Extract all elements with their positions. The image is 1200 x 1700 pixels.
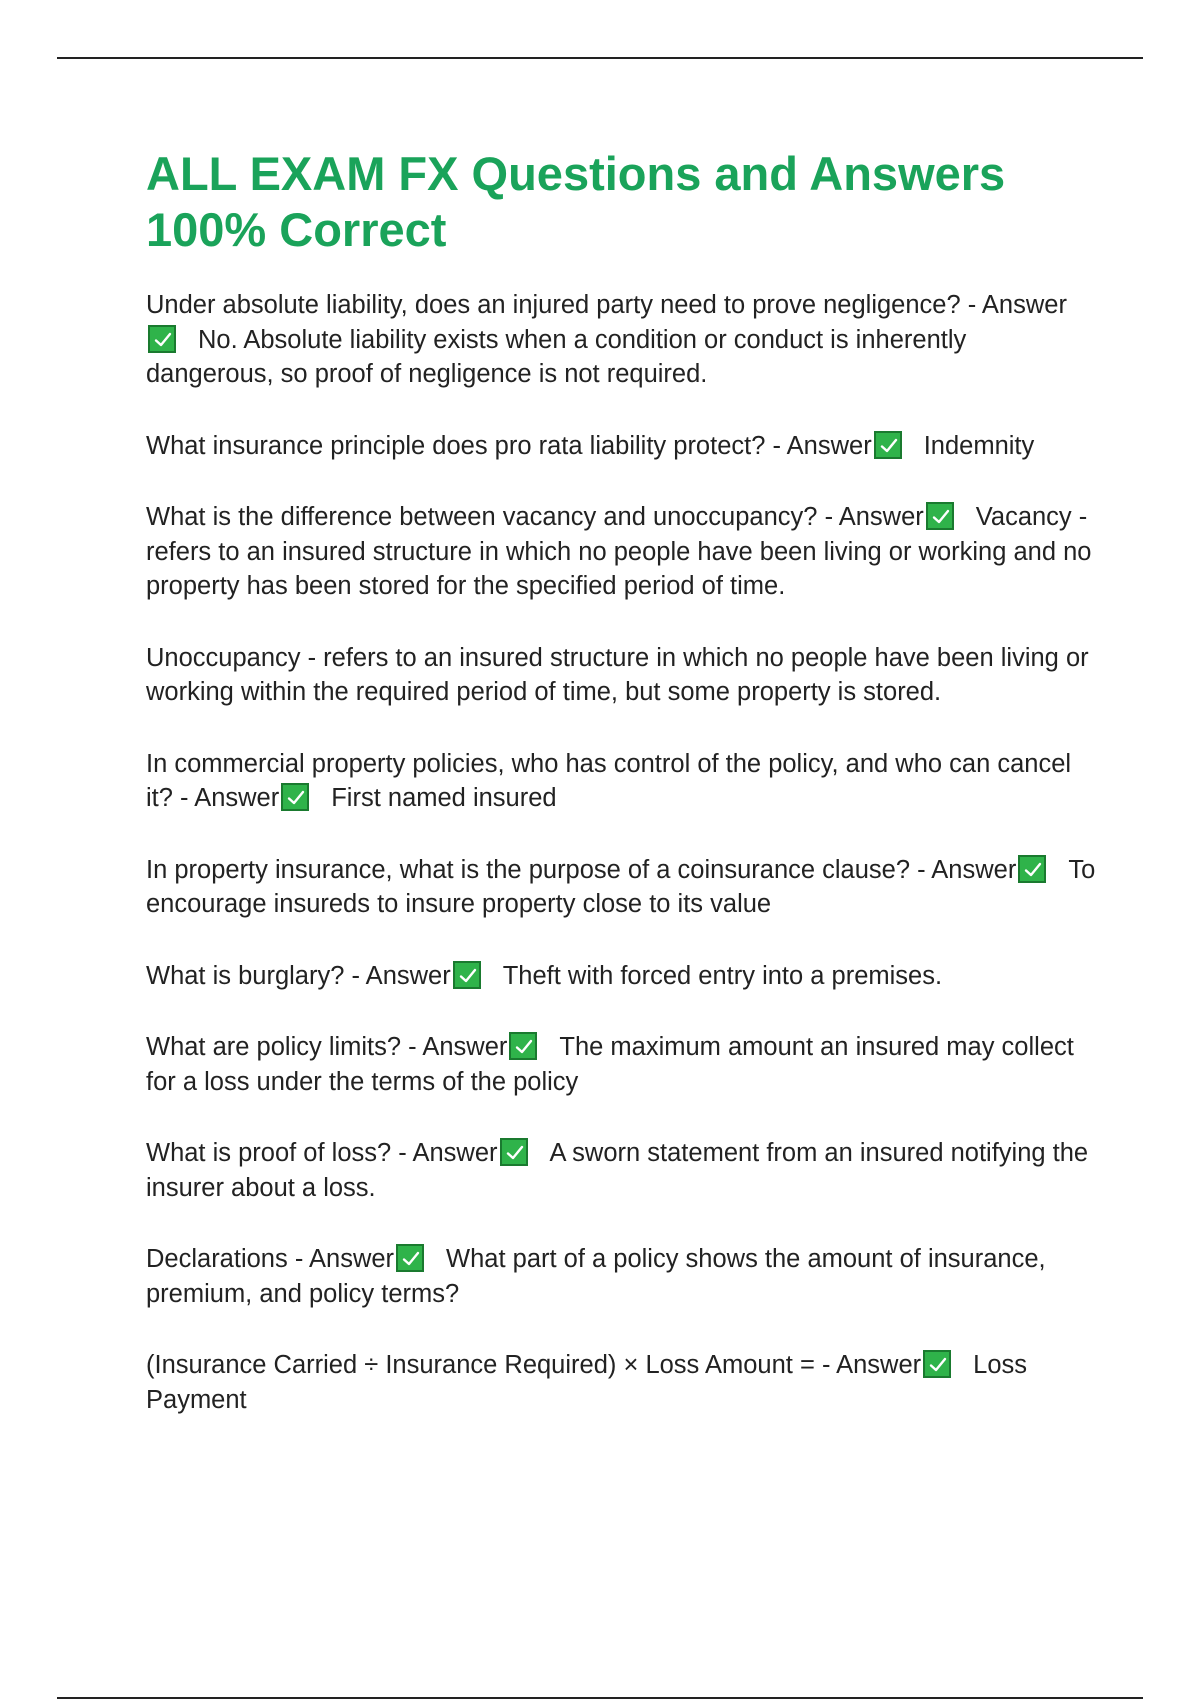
answer-marker: - Answer <box>772 431 872 460</box>
answer-marker: - Answer <box>294 1245 395 1273</box>
question-text: In property insurance, what is the purpose of a coinsurance clause? <box>146 855 911 884</box>
answer-text: To encourage insureds to insure property close to its value <box>146 855 1096 918</box>
answer-text: Theft with forced entry into a premises. <box>502 961 943 990</box>
answer-marker: - Answer <box>824 503 924 531</box>
qa-item <box>146 1242 1096 1311</box>
check-mark-icon <box>874 431 902 459</box>
answer-text: A sworn statement from an insured notifying the insurer about a loss. <box>146 1139 1089 1202</box>
answer-text: The maximum amount an insured may collect for a loss under the terms of the policy <box>146 1033 1074 1096</box>
qa-item <box>146 1136 1096 1205</box>
check-mark-icon <box>500 1138 528 1166</box>
question-text: (Insurance Carried ÷ Insurance Required) × Loss Amount = <box>146 1351 815 1379</box>
bottom-divider <box>57 1697 1143 1699</box>
question-text: What are policy limits? <box>146 1033 402 1061</box>
qa-item <box>146 288 1096 392</box>
qa-item <box>146 747 1096 816</box>
question-text: Declarations <box>146 1245 288 1273</box>
qa-item <box>146 1030 1096 1099</box>
qa-item <box>146 500 1096 604</box>
answer-marker: - Answer <box>917 855 1017 884</box>
question-text: What is the difference between vacancy and unoccupancy? <box>146 503 818 531</box>
check-mark-icon <box>281 783 309 811</box>
check-mark-icon <box>148 325 176 353</box>
answer-marker: - Answer <box>351 961 451 990</box>
answer-marker: - Answer <box>967 291 1067 319</box>
document-page <box>146 146 1096 1454</box>
question-text: Under absolute liability, does an injured party need to prove negligence? <box>146 291 961 319</box>
check-mark-icon <box>923 1350 951 1378</box>
check-mark-icon <box>396 1244 424 1272</box>
answer-marker: - Answer <box>408 1033 508 1061</box>
top-divider <box>57 57 1143 59</box>
question-text: In commercial property policies, who has control of the policy, and who can cancel it? <box>146 749 1072 812</box>
answer-text: Loss Payment <box>146 1351 1028 1414</box>
qa-paragraph: Unoccupancy - refers to an insured structure in which no people have been living or working within the required period of time, but some property is stored. <box>146 643 1089 706</box>
answer-marker: - Answer <box>180 784 280 812</box>
answer-text: First named insured <box>331 784 557 812</box>
question-text: What insurance principle does pro rata liability protect? <box>146 431 766 460</box>
qa-item <box>146 853 1096 922</box>
check-mark-icon <box>926 502 954 530</box>
document-title: ALL EXAM FX Questions and Answers 100% Correct <box>146 147 1006 256</box>
question-text: What is burglary? <box>146 961 345 990</box>
answer-text: What part of a policy shows the amount of insurance, premium, and policy terms? <box>146 1245 1046 1308</box>
question-text: What is proof of loss? <box>146 1139 392 1167</box>
qa-item <box>146 429 1096 464</box>
check-mark-icon <box>453 961 481 989</box>
answer-marker: - Answer <box>398 1139 498 1167</box>
check-mark-icon <box>1018 855 1046 883</box>
answer-marker: - Answer <box>821 1351 922 1379</box>
answer-text: Indemnity <box>923 431 1035 460</box>
qa-item <box>146 959 1096 994</box>
answer-text: Vacancy - refers to an insured structure in which no people have been living or working and no property has been stored for the specified period of time. <box>146 503 1092 600</box>
check-mark-icon <box>509 1032 537 1060</box>
qa-item <box>146 1348 1096 1417</box>
answer-text: No. Absolute liability exists when a condition or conduct is inherently dangerous, so proof of negligence is not required. <box>146 325 967 388</box>
